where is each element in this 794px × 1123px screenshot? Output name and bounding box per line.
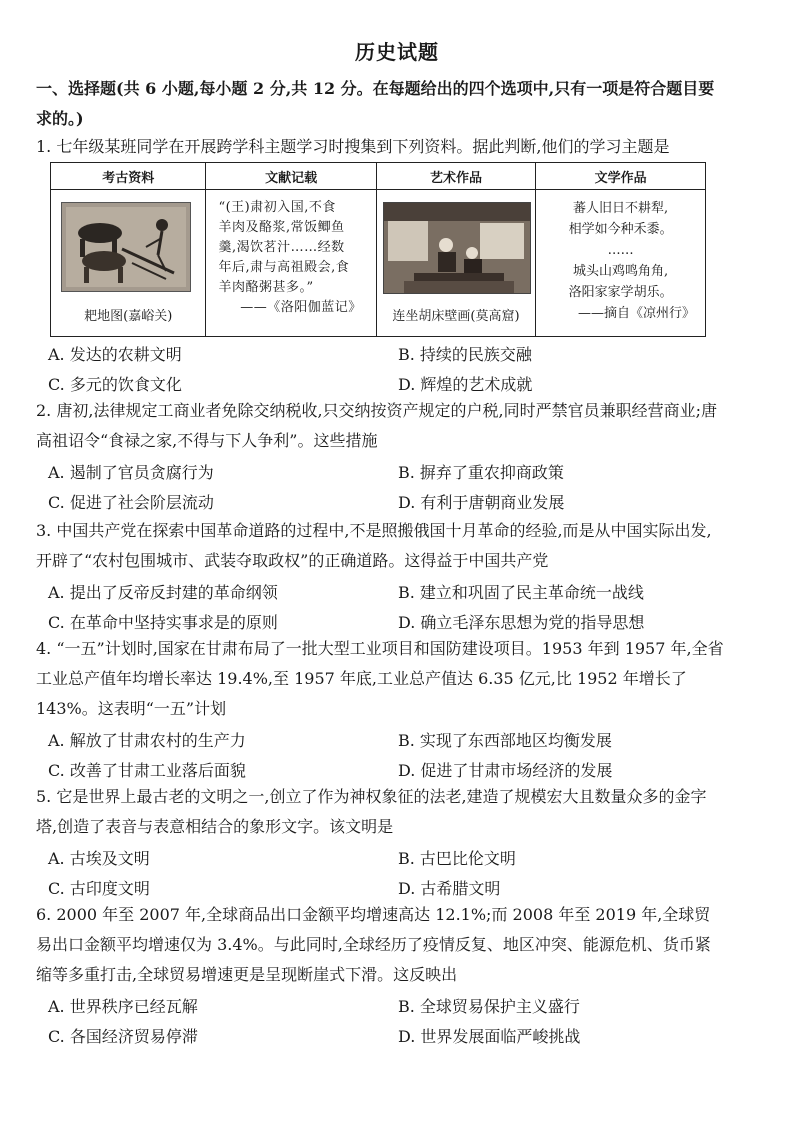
option-a[interactable]: A. 古埃及文明: [48, 849, 150, 868]
option-d[interactable]: D. 确立毛泽东思想为党的指导思想: [398, 613, 645, 632]
question-5-stem: 5. 它是世界上最古老的文明之一,创立了作为神权象征的法老,建造了规模宏大且数量众多的金字塔,创造了表音与表意相结合的象形文字。该文明是: [36, 787, 707, 836]
archaeology-cell: [51, 190, 206, 337]
option-c[interactable]: C. 古印度文明: [48, 879, 150, 898]
poem-source: ——摘自《凉州行》: [577, 306, 695, 321]
option-c[interactable]: C. 各国经济贸易停滞: [48, 1027, 198, 1046]
materials-table: [50, 162, 706, 337]
option-b[interactable]: B. 建立和巩固了民主革命统一战线: [398, 583, 644, 602]
document-line: 羊肉酪粥甚多。”: [218, 280, 314, 295]
option-c[interactable]: C. 多元的饮食文化: [48, 375, 182, 394]
harrowing-mural-image: [61, 202, 191, 292]
option-d[interactable]: D. 辉煌的艺术成就: [398, 375, 533, 394]
option-b[interactable]: B. 持续的民族交融: [398, 345, 532, 364]
option-a[interactable]: A. 发达的农耕文明: [48, 345, 182, 364]
art-cell: [376, 190, 535, 337]
header-art: 艺术作品: [376, 163, 535, 190]
option-d[interactable]: D. 促进了甘肃市场经济的发展: [398, 761, 613, 780]
header-literature: 文学作品: [536, 163, 706, 190]
hu-bed-mural-image: [383, 202, 531, 294]
page-title: 历史试题: [355, 40, 439, 64]
option-b[interactable]: B. 摒弃了重农抑商政策: [398, 463, 564, 482]
question-3-stem: 3. 中国共产党在探索中国革命道路的过程中,不是照搬俄国十月革命的经验,而是从中国实际出发,开辟了“农村包围城市、武装夺取政权”的正确道路。这得益于中国共产党: [36, 521, 712, 570]
option-c[interactable]: C. 改善了甘肃工业落后面貌: [48, 761, 246, 780]
option-d[interactable]: D. 古希腊文明: [398, 879, 501, 898]
section-heading: 一、选择题(共 6 小题,每小题 2 分,共 12 分。在每题给出的四个选项中,只有一项是符合题目要求的。): [36, 79, 715, 128]
option-a[interactable]: A. 遏制了官员贪腐行为: [48, 463, 214, 482]
document-line: 年后,肃与高祖殿会,食: [218, 260, 350, 275]
option-b[interactable]: B. 全球贸易保护主义盛行: [398, 997, 580, 1016]
literature-cell: [536, 190, 706, 337]
option-a[interactable]: A. 世界秩序已经瓦解: [48, 997, 198, 1016]
option-c[interactable]: C. 促进了社会阶层流动: [48, 493, 214, 512]
poem-line: 洛阳家家学胡乐。: [568, 285, 673, 300]
option-d[interactable]: D. 世界发展面临严峻挑战: [398, 1027, 581, 1046]
poem-line: 相学如今种禾黍。: [568, 222, 673, 237]
poem-line: ……: [607, 243, 634, 258]
option-d[interactable]: D. 有利于唐朝商业发展: [398, 493, 565, 512]
archaeology-caption: 耙地图(嘉峪关): [84, 309, 173, 324]
document-line: 羹,渴饮茗汁……经数: [218, 240, 345, 255]
document-line: 羊肉及酪浆,常饭鲫鱼: [218, 220, 345, 235]
header-documents: 文献记载: [206, 163, 376, 190]
question-2-stem: 2. 唐初,法律规定工商业者免除交纳税收,只交纳按资产规定的户税,同时严禁官员兼职经营商业;唐高祖诏令“食禄之家,不得与下人争利”。这些措施: [36, 401, 718, 450]
option-b[interactable]: B. 古巴比伦文明: [398, 849, 516, 868]
art-caption: 连坐胡床壁画(莫高窟): [392, 309, 520, 324]
option-a[interactable]: A. 解放了甘肃农村的生产力: [48, 731, 246, 750]
header-archaeology: 考古资料: [51, 163, 206, 190]
document-source: ——《洛阳伽蓝记》: [240, 300, 362, 315]
option-c[interactable]: C. 在革命中坚持实事求是的原则: [48, 613, 278, 632]
documents-cell: [206, 190, 376, 337]
question-1-stem: 1. 七年级某班同学在开展跨学科主题学习时搜集到下列资料。据此判断,他们的学习主题是: [36, 137, 670, 156]
question-4-stem: 4. “一五”计划时,国家在甘肃布局了一批大型工业项目和国防建设项目。1953 年到 1957 年,全省工业总产值年均增长率达 19.4%,至 1957 年底,工业总产值达 6.35 亿元,比 1952 年增长了 143%。这表明“一五”计划: [36, 639, 724, 718]
poem-line: 城头山鸡鸣角角,: [573, 264, 669, 279]
poem-line: 蕃人旧日不耕犁,: [573, 201, 669, 216]
question-6-stem: 6. 2000 年至 2007 年,全球商品出口金额平均增速高达 12.1%;而 2008 年至 2019 年,全球贸易出口金额平均增速仅为 3.4%。与此同时,全球经历了疫情反复、地区冲突、能源危机、货币紧缩等多重打击,全球贸易增速更是呈现断崖式下滑。这反映出: [36, 905, 711, 984]
document-line: “(王)肃初入国,不食: [218, 200, 336, 215]
option-a[interactable]: A. 提出了反帝反封建的革命纲领: [48, 583, 278, 602]
option-b[interactable]: B. 实现了东西部地区均衡发展: [398, 731, 612, 750]
